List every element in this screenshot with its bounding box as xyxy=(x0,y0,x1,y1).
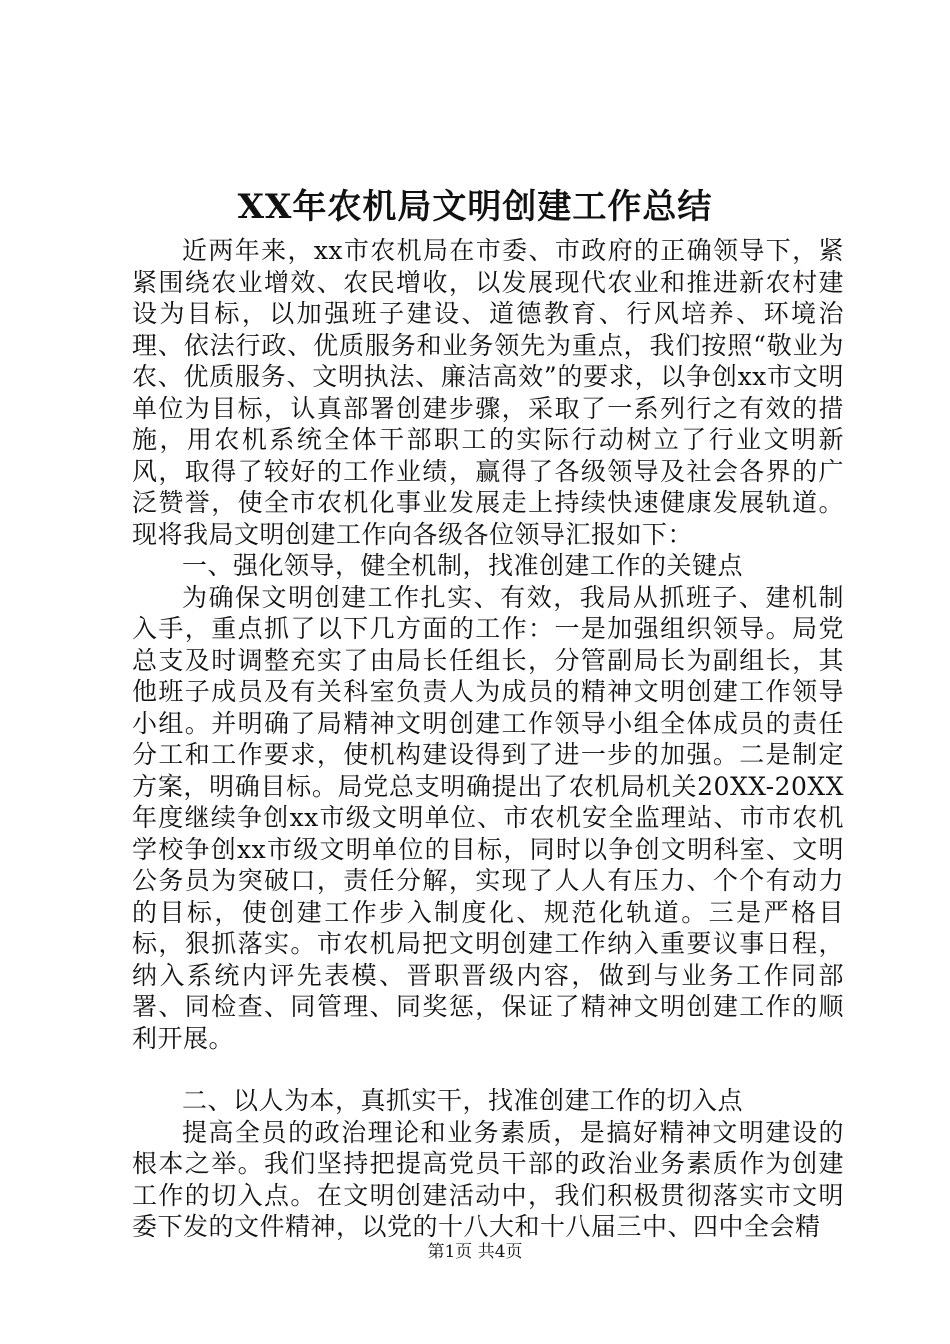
section-1-paragraph: 为确保文明创建工作扎实、有效，我局从抓班子、建机制入手，重点抓了以下几方面的工作：一是加强组织领导。局党总支及时调整充实了由局长任组长，分管副局长为副组长，其他班子成员及有关科室负责人为成员的精神文明创建工作领导小组。并明确了局精神文明创建工作领导小组全体成员的责任分工和工作要求，使机构建设得到了进一步的加强。二是制定方案，明确目标。局党总支明确提出了农机局机关20XX-20XX年度继续争创xx市级文明单位、市农机安全监理站、市市农机学校争创xx市级文明单位的目标，同时以争创文明科室、文明公务员为突破口，责任分解，实现了人人有压力、个个有动力的目标，使创建工作步入制度化、规范化轨道。三是严格目标，狠抓落实。市农机局把文明创建工作纳入重要议事日程，纳入系统内评先表模、晋职晋级内容，做到与业务工作同部署、同检查、同管理、同奖惩，保证了精神文明创建工作的顺利开展。 xyxy=(132,582,844,1053)
page-footer: 第1页 共4页 xyxy=(427,1242,523,1262)
intro-paragraph: 近两年来，xx市农机局在市委、市政府的正确领导下，紧紧围绕农业增效、农民增收，以发展现代农业和推进新农村建设为目标，以加强班子建设、道德教育、行风培养、环境治理、依法行政、优质服务和业务领先为重点，我们按照“敬业为农、优质服务、文明执法、廉洁高效”的要求，以争创xx市文明单位为目标，认真部署创建步骤，采取了一系列行之有效的措施，用农机系统全体干部职工的实际行动树立了行业文明新风，取得了较好的工作业绩，赢得了各级领导及社会各界的广泛赞誉，使全市农机化事业发展走上持续快速健康发展轨道。现将我局文明创建工作向各级各位领导汇报如下： xyxy=(132,236,844,549)
section-2-paragraph: 提高全员的政治理论和业务素质，是搞好精神文明建设的根本之举。我们坚持把提高党员干部的政治业务素质作为创建工作的切入点。在文明创建活动中，我们积极贯彻落实市文明委下发的文件精神，以党的十八大和十八届三中、四中全会精 xyxy=(132,1117,844,1241)
document-body xyxy=(132,235,844,1243)
section-heading-1: 一、强化领导，健全机制，找准创建工作的关键点 xyxy=(182,551,744,580)
paragraph-gap xyxy=(132,1054,844,1085)
section-heading-2: 二、以人为本，真抓实干，找准创建工作的切入点 xyxy=(182,1086,744,1115)
document-title: XX年农机局文明创建工作总结 xyxy=(237,187,713,227)
